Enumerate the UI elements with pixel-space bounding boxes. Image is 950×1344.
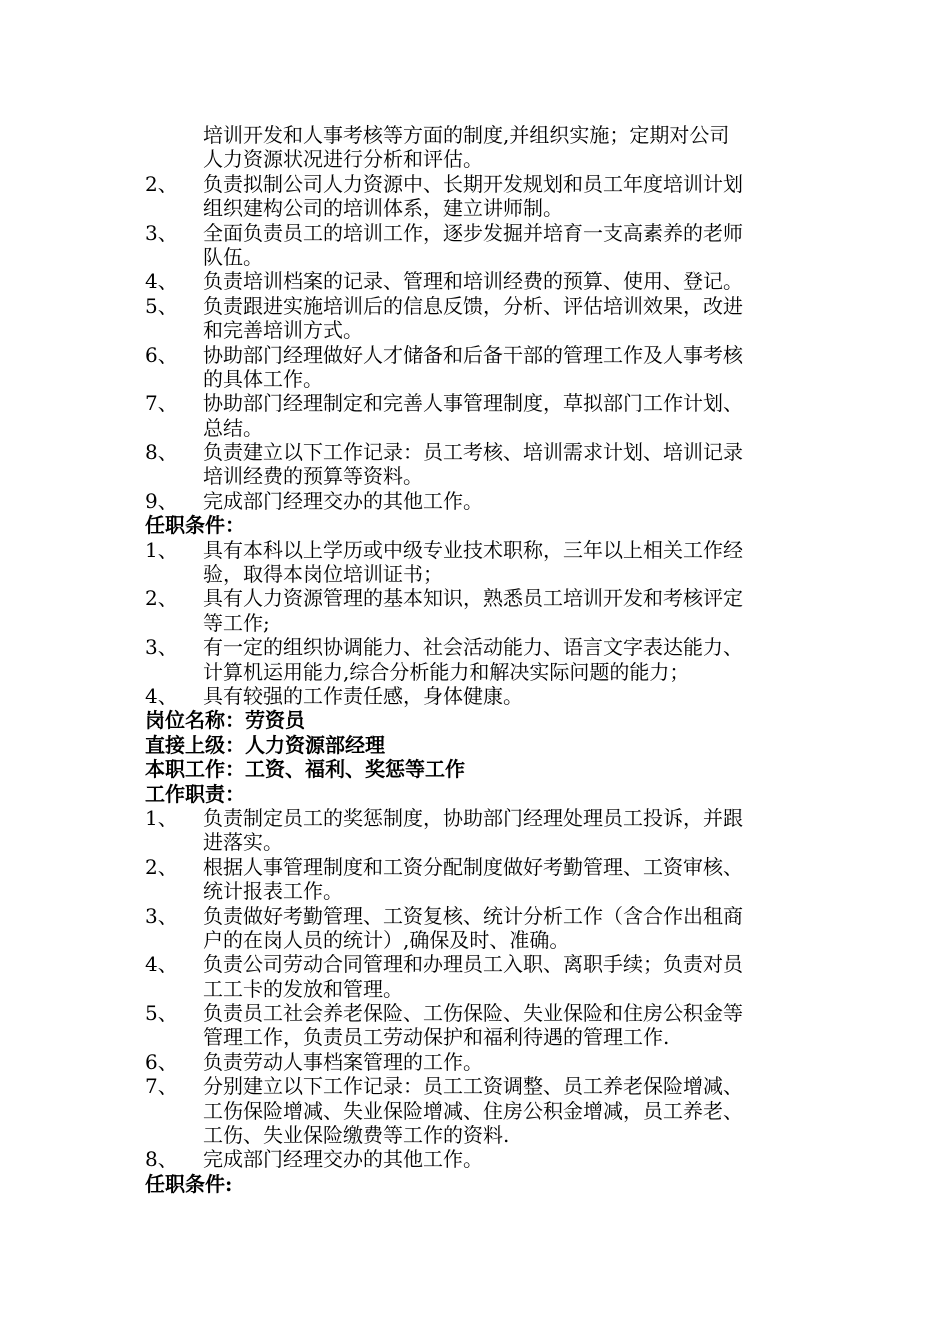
list-text: 负责员工社会养老保险、工伤保险、失业保险和住房公积金等 [203, 1001, 743, 1026]
list-number: 4、 [145, 683, 178, 708]
paragraph-line: 人力资源状况进行分析和评估。 [203, 147, 483, 172]
duty-item [145, 172, 815, 196]
list-number: 2、 [145, 171, 178, 196]
job-scope: 本职工作：工资、福利、奖惩等工作 [145, 757, 465, 782]
list-text: 等工作; [203, 610, 270, 635]
list-text: 负责劳动人事档案管理的工作。 [203, 1049, 483, 1074]
duty-item [145, 343, 815, 367]
list-text: 培训经费的预算等资料。 [203, 464, 423, 489]
list-text: 完成部门经理交办的其他工作。 [203, 1147, 483, 1172]
list-text: 负责跟进实施培训后的信息反馈，分析、评估培训效果，改进 [203, 293, 743, 318]
list-text: 全面负责员工的培训工作，逐步发掘并培育一支高素养的老师 [203, 220, 743, 245]
section-heading-duties: 工作职责： [145, 781, 245, 806]
document-body [145, 123, 815, 1196]
list-text: 有一定的组织协调能力、社会活动能力、语言文字表达能力、 [203, 635, 743, 660]
list-number: 3、 [145, 635, 178, 660]
duty-item [145, 928, 815, 952]
duty-item [145, 440, 815, 464]
list-number: 1、 [145, 805, 178, 830]
list-text: 根据人事管理制度和工资分配制度做好考勤管理、工资审核、 [203, 854, 743, 879]
list-number: 4、 [145, 269, 178, 294]
duty-item [145, 1123, 815, 1147]
list-text: 总结。 [203, 415, 263, 440]
list-number: 4、 [145, 952, 178, 977]
duty-item [145, 952, 815, 976]
list-text: 具有本科以上学历或中级专业技术职称，三年以上相关工作经 [203, 537, 743, 562]
list-text: 完成部门经理交办的其他工作。 [203, 488, 483, 513]
list-number: 7、 [145, 391, 178, 416]
list-number: 8、 [145, 440, 178, 465]
list-text: 户的在岗人员的统计）,确保及时、准确。 [203, 927, 570, 952]
duty-item [145, 391, 815, 415]
list-number: 5、 [145, 293, 178, 318]
list-number: 3、 [145, 903, 178, 928]
duty-item [145, 879, 815, 903]
list-text: 队伍。 [203, 244, 263, 269]
list-text: 具有较强的工作责任感，身体健康。 [203, 683, 523, 708]
list-number: 8、 [145, 1147, 178, 1172]
duty-item [145, 904, 815, 928]
duty-item [145, 489, 815, 513]
position-name: 岗位名称：劳资员 [145, 708, 305, 733]
list-number: 1、 [145, 537, 178, 562]
list-text: 管理工作，负责员工劳动保护和福利待遇的管理工作. [203, 1025, 670, 1050]
list-text: 计算机运用能力,综合分析能力和解决实际问题的能力； [203, 659, 690, 684]
list-text: 负责做好考勤管理、工资复核、统计分析工作（含合作出租商 [203, 903, 743, 928]
list-text: 负责培训档案的记录、管理和培训经费的预算、使用、登记。 [203, 269, 743, 294]
requirement-item [145, 635, 815, 659]
list-text: 分别建立以下工作记录：员工工资调整、员工养老保险增减、 [203, 1074, 743, 1099]
requirement-item [145, 684, 815, 708]
list-text: 组织建构公司的培训体系，建立讲师制。 [203, 196, 563, 221]
duty-item [145, 1025, 815, 1049]
list-number: 9、 [145, 488, 178, 513]
list-text: 工工卡的发放和管理。 [203, 976, 403, 1001]
requirement-item [145, 562, 815, 586]
duty-item [145, 977, 815, 1001]
list-text: 的具体工作。 [203, 366, 323, 391]
duty-item [145, 1050, 815, 1074]
duty-item [145, 196, 815, 220]
requirement-item [145, 660, 815, 684]
duty-item [145, 318, 815, 342]
list-text: 工伤、失业保险缴费等工作的资料. [203, 1123, 510, 1148]
list-text: 进落实。 [203, 830, 283, 855]
list-number: 2、 [145, 854, 178, 879]
duty-item [145, 830, 815, 854]
duty-item [145, 221, 815, 245]
duty-item [145, 294, 815, 318]
duty-item [145, 1074, 815, 1098]
list-text: 工伤保险增减、失业保险增减、住房公积金增减，员工养老、 [203, 1098, 743, 1123]
duty-item [145, 269, 815, 293]
requirement-item [145, 538, 815, 562]
paragraph-line: 培训开发和人事考核等方面的制度,并组织实施；定期对公司 [203, 123, 730, 147]
list-number: 7、 [145, 1074, 178, 1099]
list-number: 6、 [145, 1049, 178, 1074]
duty-item [145, 1099, 815, 1123]
duty-item [145, 1001, 815, 1025]
list-text: 验，取得本岗位培训证书； [203, 562, 443, 587]
list-number: 5、 [145, 1001, 178, 1026]
list-text: 统计报表工作。 [203, 879, 343, 904]
section-heading-requirements: 任职条件： [145, 513, 245, 538]
list-text: 负责制定员工的奖惩制度，协助部门经理处理员工投诉，并跟 [203, 805, 743, 830]
duty-item [145, 464, 815, 488]
duty-item [145, 416, 815, 440]
duty-item [145, 806, 815, 830]
list-text: 负责拟制公司人力资源中、长期开发规划和员工年度培训计划 [203, 171, 743, 196]
list-text: 协助部门经理做好人才储备和后备干部的管理工作及人事考核 [203, 342, 743, 367]
list-text: 负责建立以下工作记录：员工考核、培训需求计划、培训记录 [203, 440, 743, 465]
duty-item [145, 1147, 815, 1171]
duty-item [145, 855, 815, 879]
list-number: 6、 [145, 342, 178, 367]
direct-supervisor: 直接上级：人力资源部经理 [145, 732, 385, 757]
duty-item [145, 367, 815, 391]
list-number: 2、 [145, 586, 178, 611]
section-heading-requirements: 任职条件: [145, 1171, 233, 1196]
list-text: 负责公司劳动合同管理和办理员工入职、离职手续；负责对员 [203, 952, 743, 977]
list-text: 和完善培训方式。 [203, 318, 363, 343]
list-number: 3、 [145, 220, 178, 245]
requirement-item [145, 586, 815, 610]
list-text: 具有人力资源管理的基本知识，熟悉员工培训开发和考核评定 [203, 586, 743, 611]
duty-item [145, 245, 815, 269]
list-text: 协助部门经理制定和完善人事管理制度，草拟部门工作计划、 [203, 391, 743, 416]
requirement-item [145, 611, 815, 635]
